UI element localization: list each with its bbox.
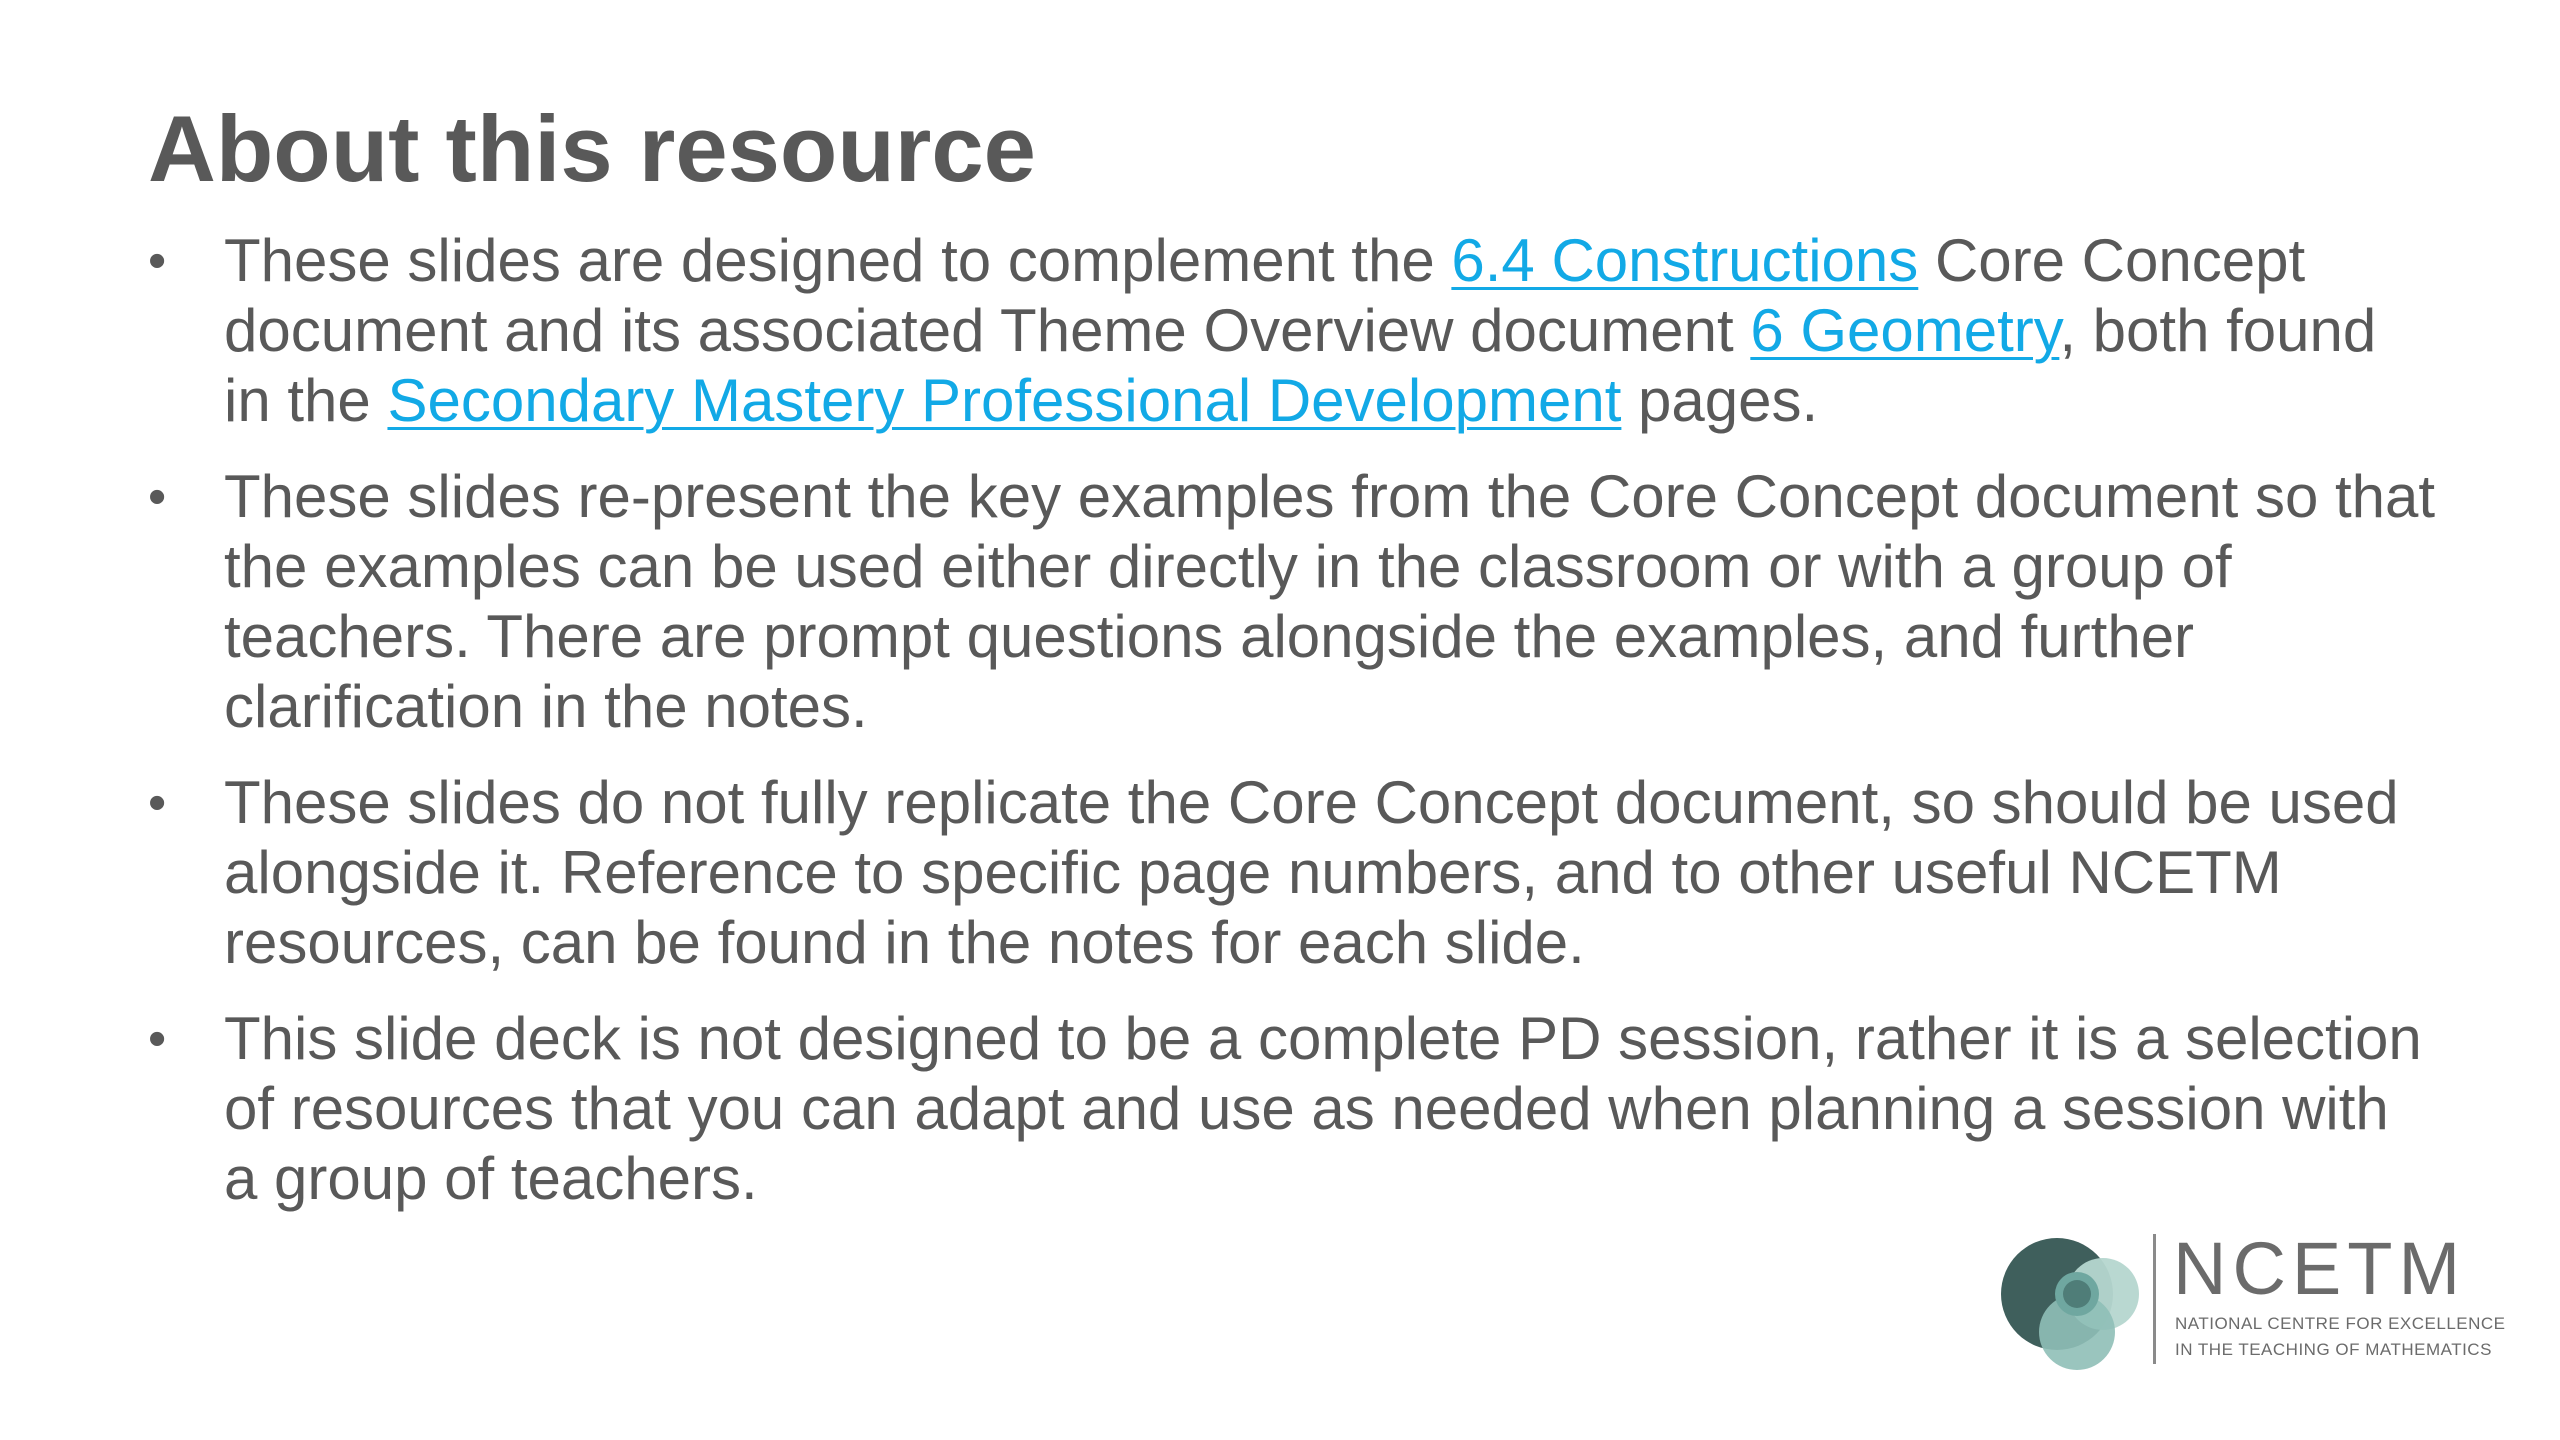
bullet-marker: • (148, 774, 167, 832)
bullet-text-2: These slides re-present the key examples from the Core Concept document so that the examples can be used either directly in the classroom or with a group of teachers. There are prompt questions alongside the examples, and further clarification in the notes. (224, 463, 2436, 740)
logo-subtitle-line2: IN THE TEACHING OF MATHEMATICS (2175, 1340, 2492, 1359)
slide-title: About this resource (148, 96, 1036, 201)
logo-divider (2153, 1234, 2156, 1364)
bullet-item (148, 462, 2438, 742)
link-6-geometry[interactable]: 6 Geometry (1750, 297, 2060, 364)
logo-subtitle-line1: NATIONAL CENTRE FOR EXCELLENCE (2175, 1314, 2506, 1333)
text-segment: These slides are designed to complement the (224, 227, 1452, 294)
link-6-4-constructions[interactable]: 6.4 Constructions (1451, 227, 1919, 294)
bullet-item (148, 768, 2438, 978)
bullet-item (148, 226, 2438, 436)
text-segment: Core Concept document and its associated Theme Overview document (224, 227, 2306, 364)
bullet-item (148, 1004, 2438, 1214)
bullet-marker: • (148, 232, 167, 290)
bullet-text-3: These slides do not fully replicate the Core Concept document, so should be used alongside it. Reference to specific page numbers, and to other useful NCETM resources, can be found in the notes for each slide. (224, 769, 2399, 976)
ncetm-logo (1995, 1227, 2506, 1372)
link-secondary-mastery-pd[interactable]: Secondary Mastery Professional Development (387, 367, 1622, 434)
bullet-marker: • (148, 468, 167, 526)
logo-wordmark: NCETM (2173, 1227, 2467, 1310)
text-segment: pages. (1621, 367, 1819, 434)
text-segment: , both found in the (224, 297, 2377, 434)
bullet-marker: • (148, 1010, 167, 1068)
bullet-text-1 (224, 227, 2376, 434)
ncetm-logo-icon (1995, 1232, 2145, 1372)
bullet-text-4: This slide deck is not designed to be a complete PD session, rather it is a selection of resources that you can adapt and use as needed when planning a session with a group of teachers. (224, 1005, 2422, 1212)
bullet-list (148, 226, 2438, 1240)
